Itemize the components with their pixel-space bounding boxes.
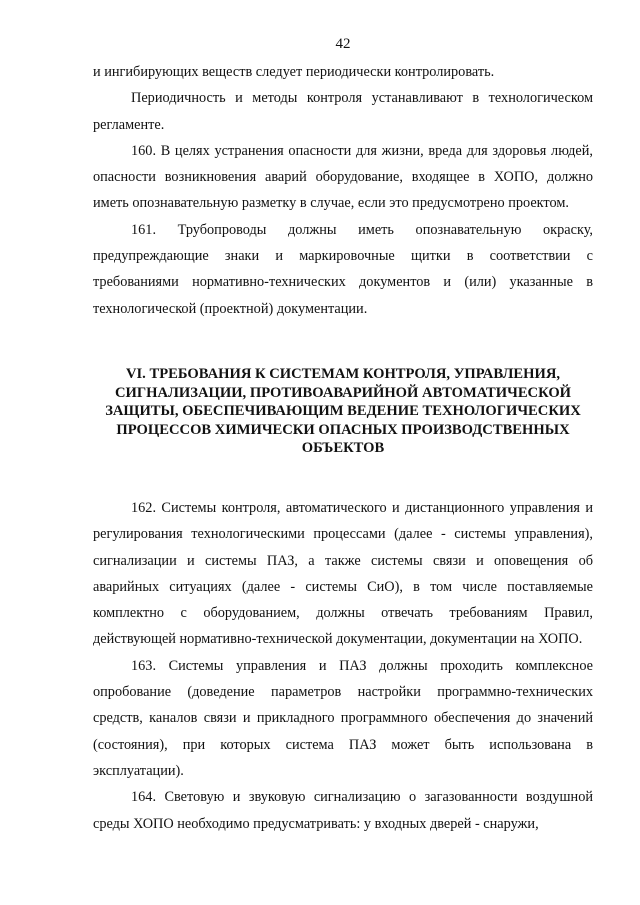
paragraph-162: 162. Системы контроля, автоматического и дистанционного управления и регулирования технологическими процессами (далее - системы управления), сигнализации и системы ПАЗ, а также системы связи и оповещения об аварийных ситуациях (далее - системы СиО), в том числе поставляемые комплектно с оборудованием, должны отвечать требованиям Правил, действующей нормативно-технической документации, документации на ХОПО. bbox=[93, 499, 593, 648]
bottom-text-block bbox=[93, 495, 593, 837]
top-text-block bbox=[93, 59, 593, 322]
paragraph-161: 161. Трубопроводы должны иметь опознавательную окраску, предупреждающие знаки и маркировочные щитки в соответствии с требованиями нормативно-технических документов и (или) указанные в технологической (проектной) документации. bbox=[93, 221, 593, 317]
paragraph-163: 163. Системы управления и ПАЗ должны проходить комплексное опробование (доведение параметров настройки программно-технических средств, каналов связи и прикладного программного обеспечения до значений (состояния), при которых система ПАЗ может быть использована в эксплуатации). bbox=[93, 657, 593, 779]
paragraph-164: 164. Световую и звуковую сигнализацию о загазованности воздушной среды ХОПО необходимо предусматривать: у входных дверей - снаружи, bbox=[93, 789, 593, 832]
section-heading: VI. ТРЕБОВАНИЯ К СИСТЕМАМ КОНТРОЛЯ, УПРАВЛЕНИЯ, СИГНАЛИЗАЦИИ, ПРОТИВОАВАРИЙНОЙ АВТОМАТИЧЕСКОЙ ЗАЩИТЫ, ОБЕСПЕЧИВАЮЩИМ ВЕДЕНИЕ ТЕХНОЛОГИЧЕСКИХ ПРОЦЕССОВ ХИМИЧЕСКИ ОПАСНЫХ ПРОИЗВОДСТВЕННЫХ ОБЪЕКТОВ bbox=[105, 365, 581, 457]
paragraph-160: 160. В целях устранения опасности для жизни, вреда для здоровья людей, опасности возникновения аварий оборудование, входящее в ХОПО, должно иметь опознавательную разметку в случае, если это предусмотрено проектом. bbox=[93, 142, 593, 212]
paragraph-continuation: и ингибирующих веществ следует периодически контролировать. bbox=[93, 64, 495, 80]
page-number: 42 bbox=[335, 36, 351, 52]
paragraph-periodicity: Периодичность и методы контроля устанавливают в технологическом регламенте. bbox=[93, 90, 593, 133]
